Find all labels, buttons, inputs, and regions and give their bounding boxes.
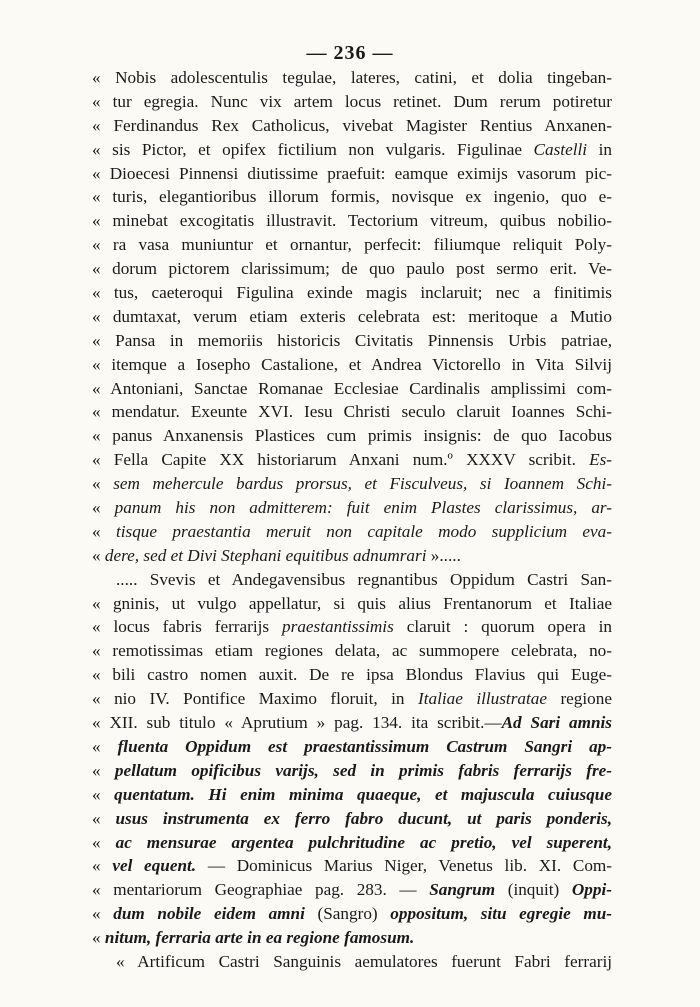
text-line [92,377,612,401]
italic-segment: vel equent. [112,856,197,876]
text-line [92,257,612,281]
text-segment: « Ferdinandus Rex Catholicus, vivebat Magister Rentius Anxanen- [92,115,612,135]
text-segment: (inquit) [495,880,572,900]
text-line [92,233,612,257]
text-segment: « sis Pictor, et opifex fictilium non vulgaris. Figulinae [92,139,534,159]
text-line [92,185,612,209]
text-line [92,783,612,807]
text-segment: « [92,928,105,948]
text-segment: « [92,808,116,828]
text-segment: « [92,545,105,565]
text-segment: « dorum pictorem clarissimum; de quo paulo post sermo erit. Ve- [92,259,612,279]
italic-segment: dum nobile eidem amni [113,904,305,924]
text-line [92,807,612,831]
text-segment: « [92,474,114,494]
text-line [92,472,612,496]
text-segment: « Artificum Castri Sanguinis aemulatores fuerunt Fabri ferrarij [116,951,612,971]
text-line [92,759,612,783]
italic-segment: sem mehercule bardus prorsus, et Fisculveus, si Ioannem Schi- [113,474,612,494]
text-line [92,353,612,377]
text-line [92,735,612,759]
text-segment: « mentariorum Geographiae pag. 283. — [92,880,430,900]
text-line [92,138,612,162]
text-segment: « Pansa in memoriis historicis Civitatis Pinnensis Urbis patriae, [92,330,612,350]
text-segment: ..... Svevis et Andegavensibus regnantibus Oppidum Castri San- [116,569,612,589]
text-line [92,114,612,138]
text-segment: « [92,521,116,541]
italic-segment: dere, sed et Divi Stephani equitibus adnumrari [104,545,427,565]
text-line [92,448,612,472]
text-segment: « ra vasa muniuntur et ornantur, perfecit: filiumque reliquit Poly- [92,235,612,255]
text-segment: « Dioecesi Pinnensi diutissime praefuit: eamque eximijs vasorum pic- [92,163,612,183]
text-segment: regione [546,689,612,709]
text-segment: « tus, caeteroqui Figulina exinde magis inclaruit; nec a finitimis [92,283,612,303]
italic-segment: Castelli [533,139,588,159]
text-line [92,568,612,592]
italic-segment: Sangrum [429,880,496,900]
text-segment: « [92,856,113,876]
text-line [92,90,612,114]
italic-segment: panum his non admitterem: fuit enim Plastes clarissimus, ar- [114,498,613,518]
italic-segment: tisque praestantia meruit non capitale modo supplicium eva- [115,521,613,541]
text-segment: « [92,736,118,756]
text-segment: « turis, elegantioribus illorum formis, novisque ex ingenio, quo e- [92,187,612,207]
text-line [92,424,612,448]
text-segment: « [92,904,114,924]
text-segment: « locus fabris ferrarijs [92,617,283,637]
text-line [92,400,612,424]
italic-segment: pellatum opificibus varijs, sed in primis fabris ferrarijs fre- [114,760,612,780]
text-segment: « XII. sub titulo « Aprutium » pag. 134. ita scribit.— [92,713,502,733]
italic-segment: Es- [589,450,612,470]
text-segment: « nio IV. Pontifice Maximo floruit, in [92,689,418,709]
text-line [92,66,612,90]
text-segment: « tur egregia. Nunc vix artem locus retinet. Dum rerum potiretur [92,91,612,111]
italic-segment: Italiae illustratae [417,689,547,709]
text-segment: « bili castro nomen auxit. De re ipsa Blondus Flavius qui Euge- [92,665,612,685]
italic-segment: oppositum, situ egregie mu- [390,904,613,924]
body-text [92,66,612,974]
text-segment: « itemque a Iosepho Castalione, et Andrea Victorello in Vita Silvij [92,354,612,374]
text-segment: « Nobis adolescentulis tegulae, lateres, catini, et dolia tingeban- [92,68,612,87]
italic-segment: quentatum. Hi enim minima quaeque, et majuscula cuiusque [114,784,612,804]
text-line [92,281,612,305]
text-line [92,663,612,687]
text-segment: « Antoniani, Sanctae Romanae Ecclesiae Cardinalis amplissimi com- [92,378,612,398]
text-line [92,639,612,663]
text-line [92,305,612,329]
text-segment: in [587,139,612,159]
text-line [92,687,612,711]
italic-segment: praestantissimis [282,617,394,637]
text-segment: « [92,784,115,804]
text-segment: « [92,498,115,518]
text-line [92,520,612,544]
text-segment: « minebat excogitatis illustravit. Tectorium vitreum, quibus nobilio- [92,211,612,231]
italic-segment: Oppi- [571,880,612,900]
text-segment: « dumtaxat, verum etiam exteris celebrata est: meritoque a Mutio [92,306,612,326]
text-line [92,878,612,902]
text-line [92,209,612,233]
text-line [92,162,612,186]
text-line [92,711,612,735]
text-line [92,615,612,639]
text-segment: « remotissimas etiam regiones delata, ac summopere celebrata, no- [92,641,612,661]
text-line [92,496,612,520]
text-segment: — Dominicus Marius Niger, Venetus lib. XI. Com- [196,856,613,876]
text-line [92,950,612,974]
text-segment: « mendatur. Exeunte XVI. Iesu Christi seculo claruit Ioannes Schi- [92,402,612,422]
page-number: — 236 — [306,42,394,64]
italic-segment: usus instrumenta ex ferro fabro ducunt, ut paris ponderis, [115,808,612,828]
italic-segment: Ad Sari amnis [501,713,612,733]
text-line [92,329,612,353]
text-segment: claruit : quorum opera in [393,617,612,637]
text-segment: « panus Anxanensis Plastices cum primis insignis: de quo Iacobus [92,426,612,446]
text-segment: »..... [426,545,461,565]
text-line [92,854,612,878]
text-line [92,831,612,855]
text-segment: « [92,832,116,852]
text-line [92,926,612,950]
text-line [92,902,612,926]
text-segment: « Fella Capite XX historiarum Anxani num.º XXXV scribit. [92,450,590,470]
text-segment: (Sangro) [304,904,391,924]
text-segment: « [92,760,115,780]
italic-segment: ac mensurae argentea pulchritudine ac pretio, vel superent, [115,832,613,852]
text-line [92,544,612,568]
italic-segment: nitum, ferraria arte in ea regione famosum. [104,928,415,948]
text-segment: « gninis, ut vulgo appellatur, si quis alius Frentanorum et Italiae [92,593,612,613]
text-line [92,592,612,616]
italic-segment: fluenta Oppidum est praestantissimum Castrum Sangri ap- [117,736,613,756]
